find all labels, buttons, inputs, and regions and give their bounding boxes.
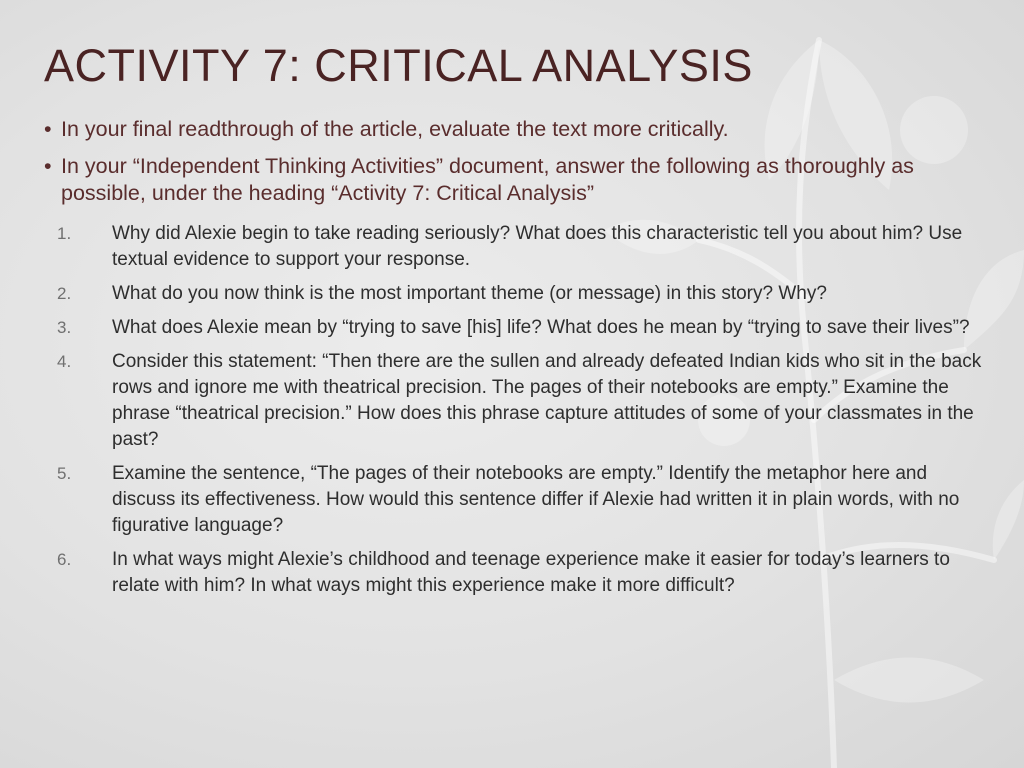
- question-item: [57, 461, 987, 539]
- bullet-text: In your final readthrough of the article, evaluate the text more critically.: [61, 117, 729, 141]
- bullet-list: [44, 116, 989, 217]
- question-list: [57, 221, 987, 607]
- bullet-marker: •: [44, 154, 52, 178]
- question-text: Why did Alexie begin to take reading seriously? What does this characteristic tell you about him? Use textual evidence to support your response.: [112, 223, 963, 270]
- bullet-marker: •: [44, 117, 52, 141]
- question-text: In what ways might Alexie’s childhood and teenage experience make it easier for today’s learners to relate with him? In what ways might this experience make it more difficult?: [112, 549, 950, 596]
- question-item: [57, 349, 987, 453]
- bullet-item: [44, 153, 989, 207]
- question-item: [57, 281, 987, 307]
- bullet-item: [44, 116, 989, 143]
- question-text: Examine the sentence, “The pages of their notebooks are empty.” Identify the metaphor here and discuss its effectiveness. How would this sentence differ if Alexie had written it in plain words, with no figurative language?: [112, 463, 960, 536]
- question-item: [57, 315, 987, 341]
- question-number: 6.: [57, 550, 72, 569]
- question-text: Consider this statement: “Then there are the sullen and already defeated Indian kids who sit in the back rows and ignore me with theatrical precision. The pages of their notebooks are empty.” Examine the phrase “theatrical precision.” How does this phrase capture attitudes of some of your classmates in the past?: [112, 351, 982, 450]
- question-number: 5.: [57, 464, 72, 483]
- question-number: 2.: [57, 284, 72, 303]
- question-item: [57, 547, 987, 599]
- bullet-text: In your “Independent Thinking Activities” document, answer the following as thoroughly as possible, under the heading “Activity 7: Critical Analysis”: [61, 154, 914, 205]
- question-number: 4.: [57, 352, 72, 371]
- question-number: 3.: [57, 318, 72, 337]
- slide-title: ACTIVITY 7: CRITICAL ANALYSIS: [44, 40, 753, 91]
- question-text: What does Alexie mean by “trying to save [his] life? What does he mean by “trying to save their lives”?: [112, 317, 970, 338]
- question-number: 1.: [57, 224, 72, 243]
- question-text: What do you now think is the most important theme (or message) in this story? Why?: [112, 283, 827, 304]
- question-item: [57, 221, 987, 273]
